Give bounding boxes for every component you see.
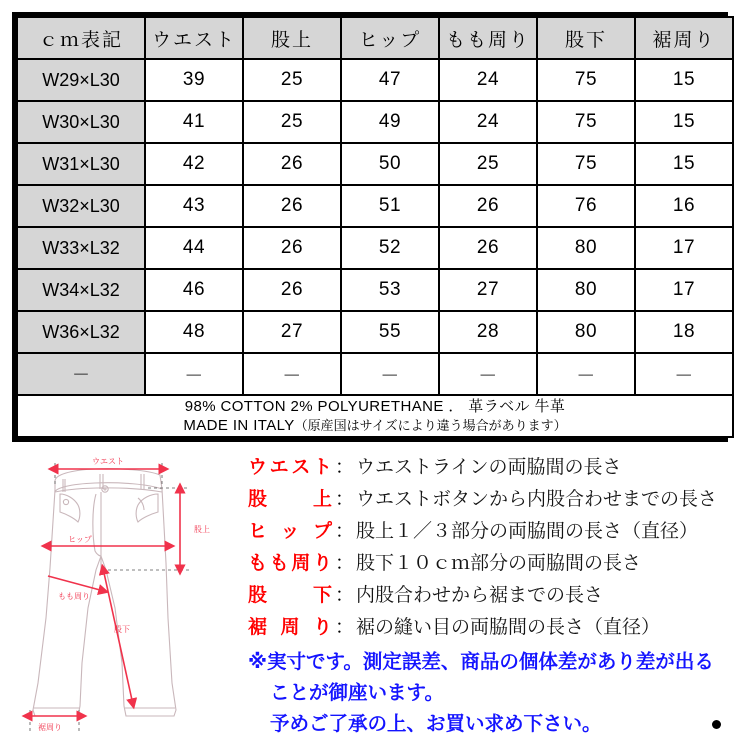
table-body bbox=[17, 59, 733, 437]
disclaimer-line-2: ことが御座います。 bbox=[270, 682, 444, 704]
cell-inseam: 80 bbox=[537, 227, 635, 269]
cell-hip: 52 bbox=[341, 227, 439, 269]
cell-hem: 17 bbox=[635, 227, 733, 269]
inseam-arrow bbox=[104, 573, 132, 700]
cell-thigh: － bbox=[439, 353, 537, 395]
legend-desc-inseam: 内股合わせから裾までの長さ bbox=[356, 585, 604, 606]
pants-outline bbox=[33, 469, 176, 716]
cell-waist: 46 bbox=[145, 269, 243, 311]
column-header-hip: ヒップ bbox=[341, 17, 439, 59]
cell-inseam: 80 bbox=[537, 269, 635, 311]
legend-desc-hip: 股上１／３部分の両脇間の長さ（直径） bbox=[356, 521, 699, 542]
cell-waist: 39 bbox=[145, 59, 243, 101]
table-row bbox=[17, 59, 733, 101]
cell-rise: 25 bbox=[243, 101, 341, 143]
cell-size: W36×L32 bbox=[17, 311, 145, 353]
cell-thigh: 28 bbox=[439, 311, 537, 353]
cell-inseam: 75 bbox=[537, 59, 635, 101]
cell-hem: 15 bbox=[635, 101, 733, 143]
legend-item-hip bbox=[248, 516, 732, 548]
thigh-arrow bbox=[48, 576, 100, 590]
table-footer-row bbox=[17, 395, 733, 437]
cell-inseam: 80 bbox=[537, 311, 635, 353]
corner-dot-marker bbox=[712, 720, 721, 729]
cell-thigh: 25 bbox=[439, 143, 537, 185]
cell-thigh: 24 bbox=[439, 59, 537, 101]
table-header-row bbox=[17, 17, 733, 59]
cell-thigh: 27 bbox=[439, 269, 537, 311]
cell-size: W33×L32 bbox=[17, 227, 145, 269]
cell-rise: 26 bbox=[243, 227, 341, 269]
cell-hip: 47 bbox=[341, 59, 439, 101]
cell-waist: 43 bbox=[145, 185, 243, 227]
cell-size: W29×L30 bbox=[17, 59, 145, 101]
legend-desc-waist: ウエストラインの両脇間の長さ bbox=[356, 457, 622, 478]
legend-item-rise bbox=[248, 484, 732, 516]
table-row bbox=[17, 227, 733, 269]
cell-hip: 53 bbox=[341, 269, 439, 311]
legend-item-thigh bbox=[248, 548, 732, 580]
cell-inseam: － bbox=[537, 353, 635, 395]
table-row bbox=[17, 185, 733, 227]
cell-rise: 26 bbox=[243, 185, 341, 227]
cell-hem: 15 bbox=[635, 143, 733, 185]
cell-size: W34×L32 bbox=[17, 269, 145, 311]
column-header-size: ｃｍ表記 bbox=[17, 17, 145, 59]
cell-hip: 51 bbox=[341, 185, 439, 227]
legend-term-hip: ヒ ッ プ bbox=[248, 521, 332, 542]
disclaimer-line-3: 予めご了承の上、お買い求め下さい。 bbox=[270, 713, 602, 735]
column-header-waist: ウエスト bbox=[145, 17, 243, 59]
origin-note: （原産国はサイズにより違う場合があります） bbox=[294, 418, 567, 433]
origin-main: MADE IN ITALY bbox=[183, 417, 295, 434]
legend-term-rise: 股 上 bbox=[248, 489, 332, 510]
column-header-rise: 股上 bbox=[243, 17, 341, 59]
size-chart-table bbox=[16, 16, 734, 438]
legend-colon: ： bbox=[335, 617, 355, 638]
cell-waist: 44 bbox=[145, 227, 243, 269]
table-row bbox=[17, 353, 733, 395]
cell-hem: 17 bbox=[635, 269, 733, 311]
table-row bbox=[17, 143, 733, 185]
jeans-measurement-diagram bbox=[8, 448, 244, 736]
cell-rise: － bbox=[243, 353, 341, 395]
measurement-legend bbox=[248, 452, 732, 740]
cell-size: W32×L30 bbox=[17, 185, 145, 227]
diagram-label-hem: 裾周り bbox=[38, 723, 62, 732]
legend-desc-rise: ウエストボタンから内股合わせまでの長さ bbox=[356, 489, 718, 510]
legend-term-inseam: 股 下 bbox=[248, 585, 332, 606]
legend-desc-thigh: 股下１０ｃｍ部分の両脇間の長さ bbox=[356, 553, 642, 574]
cell-thigh: 26 bbox=[439, 227, 537, 269]
cell-thigh: 24 bbox=[439, 101, 537, 143]
table-row bbox=[17, 311, 733, 353]
cell-rise: 26 bbox=[243, 143, 341, 185]
cell-size: W30×L30 bbox=[17, 101, 145, 143]
cell-waist: 48 bbox=[145, 311, 243, 353]
cell-hem: － bbox=[635, 353, 733, 395]
cell-hem: 16 bbox=[635, 185, 733, 227]
legend-term-hem: 裾 周 り bbox=[248, 617, 332, 638]
legend-item-waist bbox=[248, 452, 732, 484]
table-header bbox=[17, 17, 733, 59]
disclaimer-line-1: ※実寸です。測定誤差、商品の個体差があり差が出る bbox=[248, 651, 714, 673]
diagram-label-hip: ヒップ bbox=[68, 535, 92, 544]
column-header-inseam: 股下 bbox=[537, 17, 635, 59]
cell-inseam: 75 bbox=[537, 143, 635, 185]
disclaimer-note bbox=[248, 647, 732, 740]
diagram-label-waist: ウエスト bbox=[92, 457, 124, 466]
diagram-label-inseam: 股下 bbox=[114, 625, 130, 634]
cell-waist: 41 bbox=[145, 101, 243, 143]
legend-colon: ： bbox=[335, 457, 355, 478]
cell-rise: 26 bbox=[243, 269, 341, 311]
size-chart-table-container bbox=[12, 12, 728, 442]
cell-hip: － bbox=[341, 353, 439, 395]
legend-item-inseam bbox=[248, 580, 732, 612]
cell-rise: 27 bbox=[243, 311, 341, 353]
material-composition: 98% COTTON 2% POLYURETHANE ． 革ラベル 牛革 bbox=[184, 397, 566, 415]
table-row bbox=[17, 101, 733, 143]
diagram-label-rise: 股上 bbox=[194, 525, 210, 534]
cell-hip: 50 bbox=[341, 143, 439, 185]
origin-country bbox=[18, 416, 732, 435]
legend-colon: ： bbox=[335, 553, 355, 574]
cell-size: － bbox=[17, 353, 145, 395]
cell-hip: 49 bbox=[341, 101, 439, 143]
cell-waist: 42 bbox=[145, 143, 243, 185]
cell-hip: 55 bbox=[341, 311, 439, 353]
table-row bbox=[17, 269, 733, 311]
legend-item-hem bbox=[248, 612, 732, 644]
column-header-hem: 裾周り bbox=[635, 17, 733, 59]
cell-hem: 15 bbox=[635, 59, 733, 101]
column-header-thigh: もも周り bbox=[439, 17, 537, 59]
legend-colon: ： bbox=[335, 521, 355, 542]
cell-inseam: 75 bbox=[537, 101, 635, 143]
legend-term-waist: ウ エ ス ト bbox=[248, 457, 332, 478]
legend-colon: ： bbox=[335, 489, 355, 510]
cell-hem: 18 bbox=[635, 311, 733, 353]
material-footer bbox=[17, 395, 733, 437]
diagram-label-thigh: もも周り bbox=[58, 592, 90, 601]
cell-waist: － bbox=[145, 353, 243, 395]
cell-size: W31×L30 bbox=[17, 143, 145, 185]
legend-term-thigh: も も 周 り bbox=[248, 553, 332, 574]
cell-rise: 25 bbox=[243, 59, 341, 101]
cell-thigh: 26 bbox=[439, 185, 537, 227]
cell-inseam: 76 bbox=[537, 185, 635, 227]
legend-desc-hem: 裾の縫い目の両脇間の長さ（直径） bbox=[356, 617, 661, 638]
legend-colon: ： bbox=[335, 585, 355, 606]
